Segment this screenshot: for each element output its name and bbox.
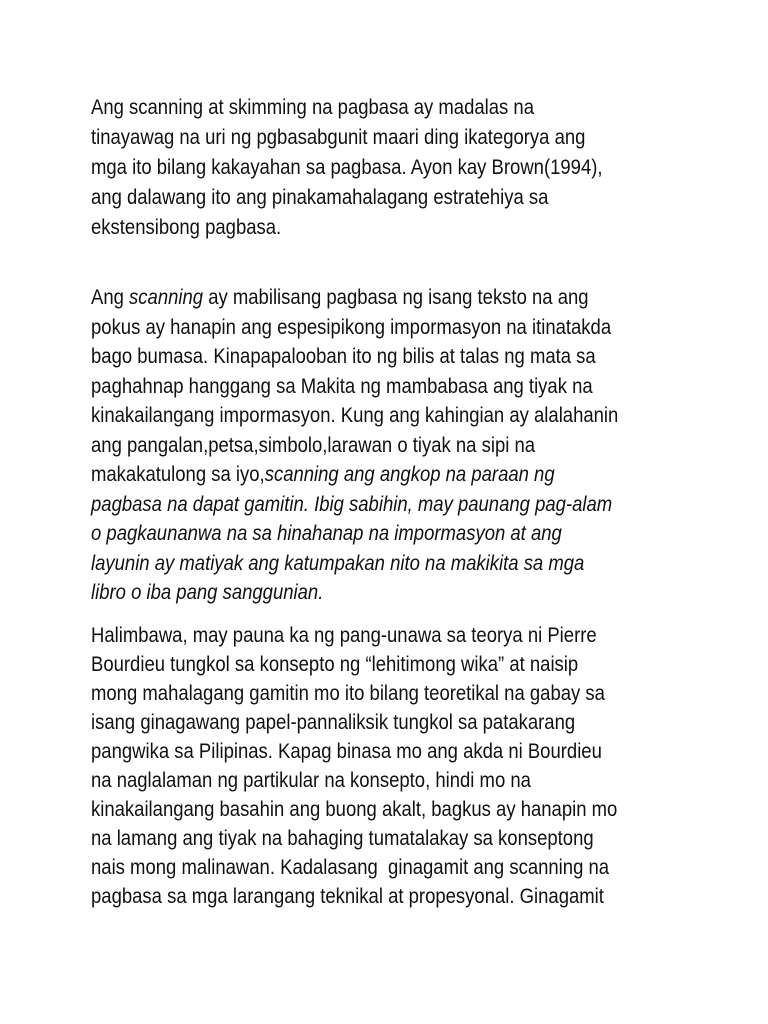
text-line: Halimbawa, may pauna ka ng pang-unawa sa teorya ni Pierre (91, 623, 597, 647)
text-line: mga ito bilang kakayahan sa pagbasa. Ayon kay Brown(1994), (91, 155, 603, 179)
text-line: paghahnap hanggang sa Makita ng mambabasa ang tiyak na (91, 374, 593, 398)
text-line (91, 459, 555, 489)
text-run: ay mabilisang pagbasa ng isang teksto na ang (203, 285, 589, 309)
text-line: kinakailangang impormasyon. Kung ang kahingian ay alalahanin (91, 403, 619, 427)
text-line: Ang scanning at skimming na pagbasa ay madalas na (91, 95, 535, 119)
text-line: pokus ay hanapin ang espesipikong impormasyon na itinatakda (91, 315, 612, 339)
italic-text-line: o pagkaunanwa na sa hinahanap na impormasyon at ang (91, 521, 562, 545)
text-line: Bourdieu tungkol sa konsepto ng “lehitimong wika” at naisip (91, 652, 579, 676)
text-line: pagbasa sa mga larangang teknikal at propesyonal. Ginagamit (91, 884, 604, 908)
text-line: ekstensibong pagbasa. (91, 215, 282, 239)
italic-text-run: scanning ang angkop na paraan ng (264, 462, 555, 486)
text-line: bago bumasa. Kinapapalooban ito ng bilis at talas ng mata sa (91, 344, 596, 368)
text-line: kinakailangang basahin ang buong akalt, bagkus ay hanapin mo (91, 797, 618, 821)
italic-text-line: pagbasa na dapat gamitin. Ibig sabihin, may paunang pag-alam (91, 492, 613, 516)
text-line: na lamang ang tiyak na bahaging tumatalakay sa konseptong (91, 826, 594, 850)
italic-term: scanning (129, 285, 204, 309)
text-line: mong mahalagang gamitin mo ito bilang teoretikal na gabay sa (91, 681, 605, 705)
text-run: Ang (91, 285, 130, 309)
italic-text-line: libro o iba pang sanggunian. (91, 580, 324, 604)
text-line: na naglalaman ng partikular na konsepto, hindi mo na (91, 768, 531, 792)
text-line: isang ginagawang papel-pannaliksik tungkol sa patakarang (91, 710, 576, 734)
text-line: ang dalawang ito ang pinakamahalagang estratehiya sa (91, 185, 549, 209)
text-line: nais mong malinawan. Kadalasang ginagamit ang scanning na (91, 855, 610, 879)
italic-text-line: layunin ay matiyak ang katumpakan nito na makikita sa mga (91, 551, 585, 575)
text-line: pangwika sa Pilipinas. Kapag binasa mo ang akda ni Bourdieu (91, 739, 602, 763)
text-run: makakatulong sa iyo, (91, 462, 265, 486)
text-line: tinayawag na uri ng pgbasabgunit maari ding ikategorya ang (91, 125, 586, 149)
text-line: ang pangalan,petsa,simbolo,larawan o tiyak na sipi na (91, 433, 536, 457)
text-line (91, 282, 589, 312)
